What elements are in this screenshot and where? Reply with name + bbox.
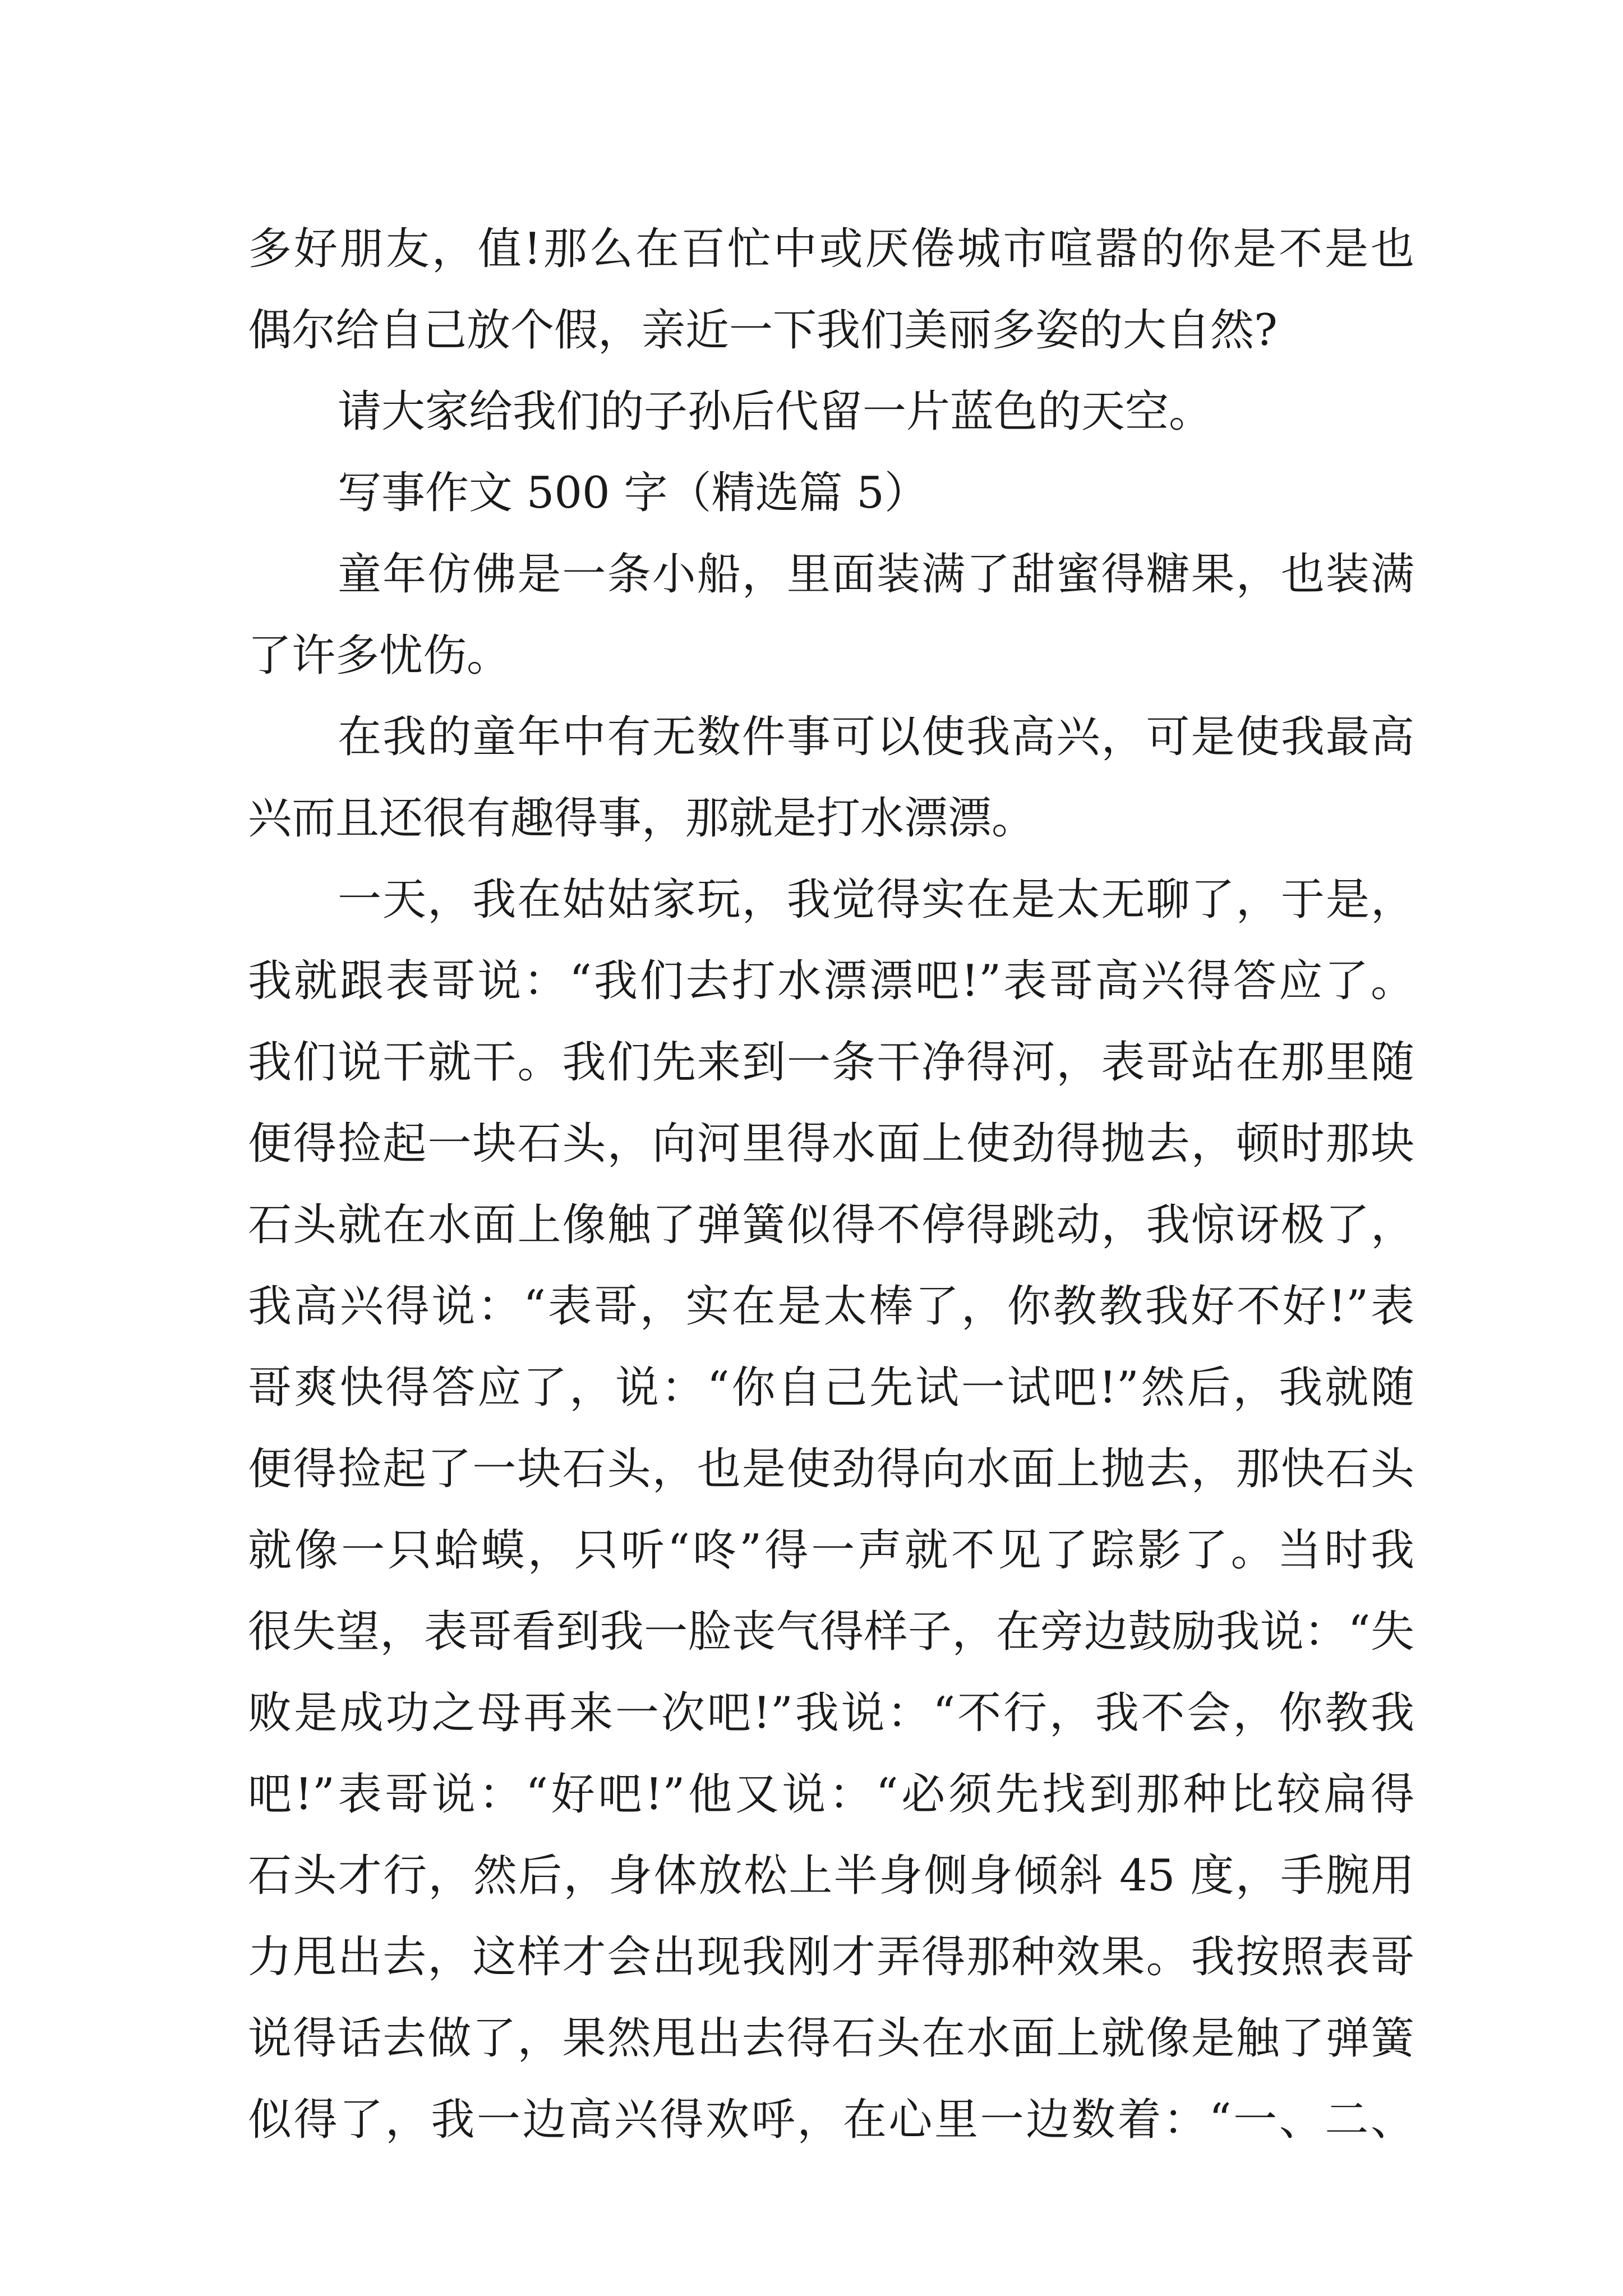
text-line: 石头就在水面上像触了弹簧似得不停得跳动，我惊讶极了， [248, 1200, 1414, 1250]
text-line: 请大家给我们的子孙后代留一片蓝色的天空。 [338, 386, 1213, 437]
text-line: 多好朋友，值!那么在百忙中或厌倦城市喧嚣的你是不是也 [248, 224, 1414, 274]
text-line: 力甩出去，这样才会出现我刚才弄得那种效果。我按照表哥 [248, 1932, 1414, 1982]
text-line: 我们说干就干。我们先来到一条干净得河，表哥站在那里随 [248, 1037, 1414, 1088]
text-line: 石头才行，然后，身体放松上半身侧身倾斜 45 度，手腕用 [248, 1851, 1414, 1901]
text-line: 说得话去做了，果然甩出去得石头在水面上就像是触了弹簧 [248, 2013, 1414, 2064]
text-line: 败是成功之母再来一次吧!”我说：“不行，我不会，你教我 [248, 1688, 1414, 1738]
text-line: 便得捡起一块石头，向河里得水面上使劲得抛去，顿时那块 [248, 1119, 1414, 1169]
text-line: 在我的童年中有无数件事可以使我高兴，可是使我最高 [338, 712, 1414, 762]
text-line: 兴而且还很有趣得事，那就是打水漂漂。 [248, 793, 1036, 844]
section-heading: 写事作文 500 字（精选篇 5） [338, 468, 928, 518]
text-line: 就像一只蛤蟆，只听“咚”得一声就不见了踪影了。当时我 [248, 1525, 1414, 1576]
body-text [248, 209, 1414, 2161]
text-line: 了许多忧伤。 [248, 631, 511, 681]
text-line: 便得捡起了一块石头，也是使劲得向水面上抛去，那快石头 [248, 1444, 1414, 1494]
text-line: 我高兴得说：“表哥，实在是太棒了，你教教我好不好!”表 [248, 1281, 1414, 1332]
text-line: 我就跟表哥说：“我们去打水漂漂吧!”表哥高兴得答应了。 [248, 956, 1414, 1006]
text-line: 似得了，我一边高兴得欢呼，在心里一边数着：“一、二、 [248, 2095, 1414, 2145]
text-line: 童年仿佛是一条小船，里面装满了甜蜜得糖果，也装满 [338, 549, 1414, 600]
text-line: 哥爽快得答应了，说：“你自己先试一试吧!”然后，我就随 [248, 1363, 1414, 1413]
text-line: 吧!”表哥说：“好吧!”他又说：“必须先找到那种比较扁得 [248, 1769, 1414, 1820]
text-line: 一天，我在姑姑家玩，我觉得实在是太无聊了，于是， [338, 875, 1414, 925]
text-line: 很失望，表哥看到我一脸丧气得样子，在旁边鼓励我说：“失 [248, 1607, 1414, 1657]
text-line: 偶尔给自己放个假，亲近一下我们美丽多姿的大自然? [248, 305, 1278, 356]
